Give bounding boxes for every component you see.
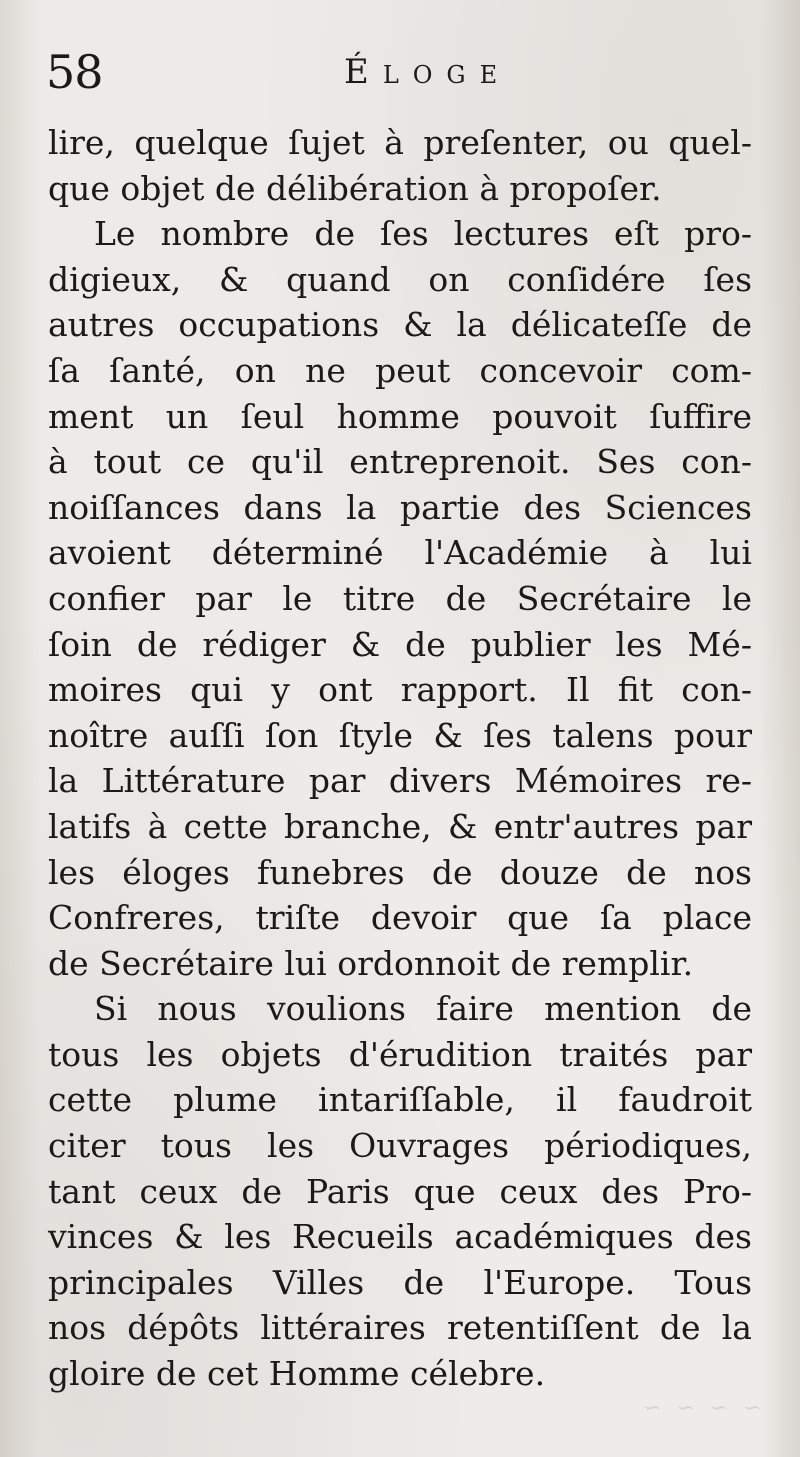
text-line: Confreres, triſte devoir que ſa place (48, 898, 752, 938)
page-number: 58 (46, 45, 103, 99)
text-line: ment un ſeul homme pouvoit ſuffire (48, 396, 752, 436)
text-line: gloire de cet Homme célebre. (48, 1354, 546, 1394)
text-line: digieux, & quand on conſidére ſes (48, 259, 752, 299)
text-line: ſoin de rédiger & de publier les Mé- (48, 624, 752, 664)
paragraph-start-line: Le nombre de ſes lectures eſt pro- (94, 214, 752, 254)
body-text (48, 120, 752, 1397)
text-line: ſa ſanté, on ne peut concevoir com- (48, 350, 752, 390)
running-title: Éloge (344, 52, 512, 92)
text-line: la Littérature par divers Mémoires re- (48, 761, 752, 801)
bleed-through-texture: ~ ~ ~ ~ (639, 1396, 762, 1421)
text-line: latifs à cette branche, & entr'autres par (48, 806, 752, 846)
text-line: confier par le titre de Secrétaire le (48, 578, 752, 618)
text-line: à tout ce qu'il entreprenoit. Ses con- (48, 442, 752, 482)
text-line: nos dépôts littéraires retentiſſent de la (48, 1308, 752, 1348)
text-line: tous les objets d'érudition traités par (48, 1034, 752, 1074)
text-line: cette plume intariſſable, il faudroit (48, 1080, 752, 1120)
text-line: les éloges funebres de douze de nos (48, 852, 752, 892)
text-line: lire, quelque ſujet à preſenter, ou quel- (48, 123, 752, 162)
text-line: avoient déterminé l'Académie à lui (48, 533, 752, 573)
text-line: noître auſſi ſon ſtyle & ſes talens pour (48, 715, 752, 755)
text-line: citer tous les Ouvrages périodiques, (48, 1126, 752, 1166)
text-line: noiſſances dans la partie des Sciences (48, 487, 752, 527)
text-line: tant ceux de Paris que ceux des Pro- (48, 1171, 752, 1211)
text-line: autres occupations & la délicateſſe de (48, 305, 752, 345)
running-head (46, 44, 766, 104)
text-line: principales Villes de l'Europe. Tous (48, 1262, 752, 1302)
paragraph-start-line: Si nous voulions faire mention de (94, 989, 752, 1029)
text-line: moires qui y ont rapport. Il fit con- (48, 670, 752, 710)
text-line: que objet de délibération à propoſer. (48, 168, 662, 208)
text-line: vinces & les Recueils académiques des (48, 1217, 752, 1257)
text-line: de Secrétaire lui ordonnoit de remplir. (48, 943, 694, 983)
